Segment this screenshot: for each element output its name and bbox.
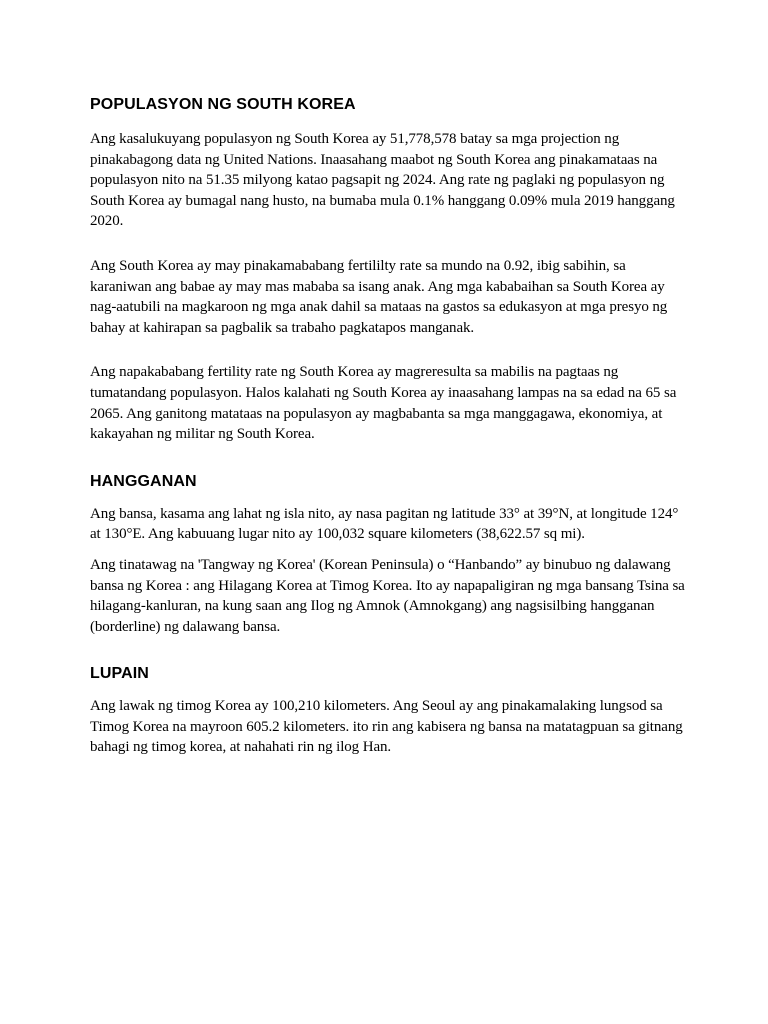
spacer: [90, 491, 690, 504]
document-page: [90, 96, 690, 758]
section-title-populasyon: POPULASYON NG SOUTH KOREA: [90, 96, 356, 113]
paragraph-peninsula: Ang tinatawag na 'Tangway ng Korea' (Korean Peninsula) o “Hanbando” ay binubuo ng dalawang bansa ng Korea : ang Hilagang Korea at Timog Korea. Ito ay napapaligiran ng mga bansang Tsina sa hilagang-kanluran, na kung saan ang Ilog ng Amnok (Amnokgang) ang nagsisilbing hangganan (borderline) ng dalawang bansa.: [90, 556, 685, 635]
spacer: [90, 683, 690, 696]
paragraph-aging-population: Ang napakababang fertility rate ng South Korea ay magreresulta sa mabilis na pagtaas ng tumatandang populasyon. Halos kalahati ng South Korea ay inaasahang lampas na sa edad na 65 sa 2065. Ang ganitong matataas na populasyon ay magbabanta sa mga manggagawa, ekonomiya, at kakayahan ng militar ng South Korea.: [90, 364, 677, 443]
section-title-hangganan: HANGGANAN: [90, 472, 197, 490]
spacer: [90, 232, 690, 256]
spacer: [90, 445, 690, 473]
paragraph-land-area: Ang lawak ng timog Korea ay 100,210 kilometers. Ang Seoul ay ang pinakamalaking lungsod sa Timog Korea na mayroon 605.2 kilometers. ito rin ang kabisera ng bansa na matatagpuan sa gitnang bahagi ng timog korea, at nahahati rin ng ilog Han.: [90, 698, 683, 756]
paragraph-fertility-rate: Ang South Korea ay may pinakamababang fertililty rate sa mundo na 0.92, ibig sabihin, sa karaniwan ang babae ay may mas mababa sa isang anak. Ang mga kababaihan sa South Korea ay nag-aatubili na magkaroon ng mga anak dahil sa mataas na gastos sa edukasyon at mga presyo ng bahay at kahirapan sa pagbalik sa trabaho pagkatapos manganak.: [90, 257, 668, 336]
paragraph-coordinates: Ang bansa, kasama ang lahat ng isla nito, ay nasa pagitan ng latitude 33° at 39°N, at longitude 124° at 130°E. Ang kabuuang lugar nito ay 100,032 square kilometers (38,622.57 sq mi).: [90, 505, 679, 543]
spacer: [90, 545, 690, 555]
section-title-lupain: LUPAIN: [90, 665, 149, 683]
paragraph-population-current: Ang kasalukuyang populasyon ng South Korea ay 51,778,578 batay sa mga projection ng pinakabagong data ng United Nations. Inaasahang maabot ng South Korea ang pinakamataas na populasyon nito na 51.35 milyong katao pagsapit ng 2024. Ang rate ng paglaki ng populasyon ng South Korea ay bumagal nang husto, na bumaba mula 0.1% hanggang 0.09% mula 2019 hanggang 2020.: [90, 131, 675, 230]
spacer: [90, 637, 690, 665]
spacer: [90, 338, 690, 362]
